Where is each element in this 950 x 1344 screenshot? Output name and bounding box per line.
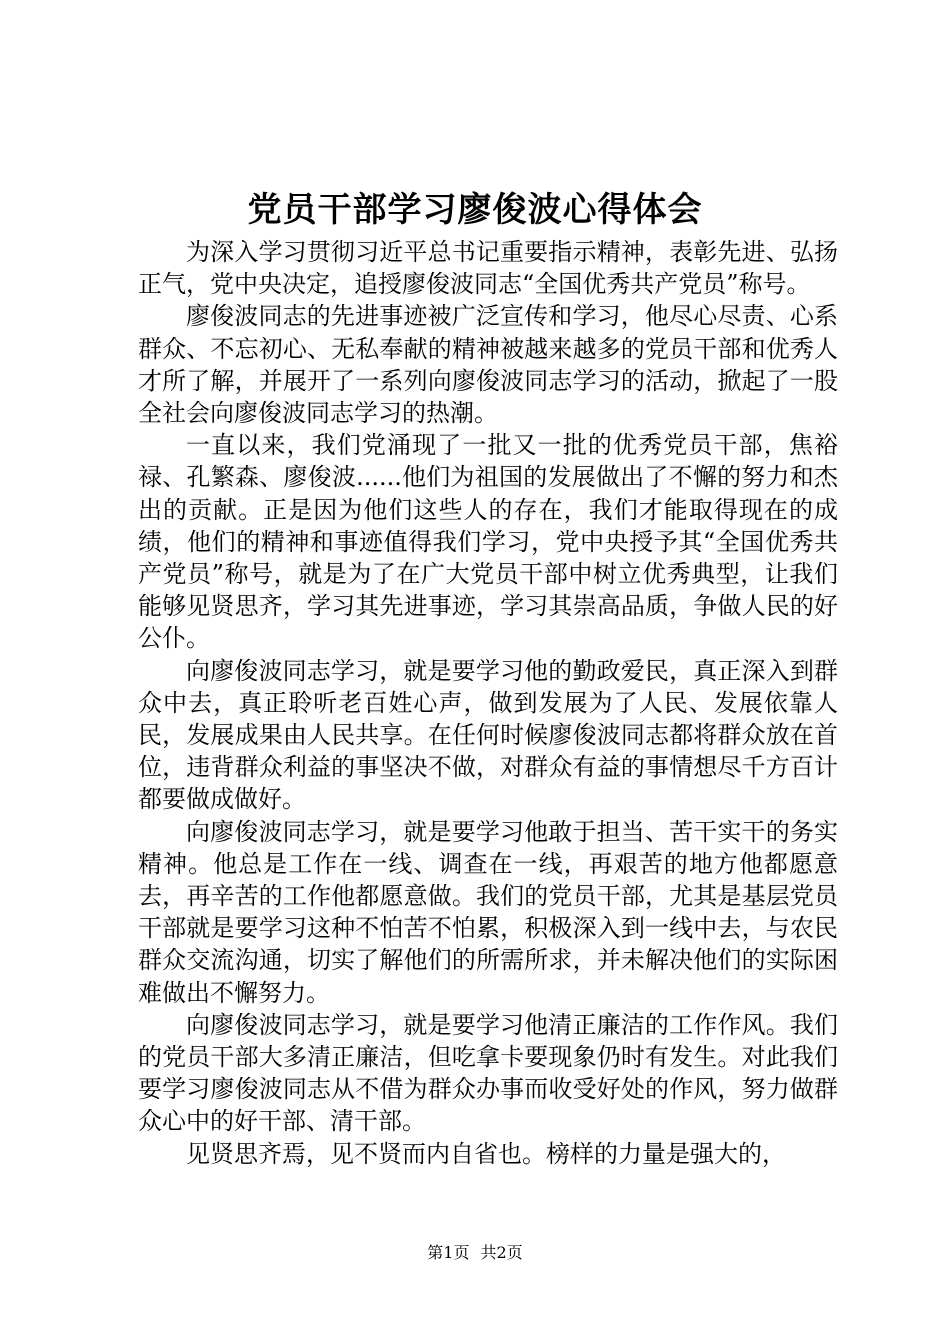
paragraph: 向廖俊波同志学习，就是要学习他敢于担当、苦干实干的务实精神。他总是工作在一线、调查在一线，再艰苦的地方他都愿意去，再辛苦的工作他都愿意做。我们的党员干部，尤其是基层党员干部就是要学习这种不怕苦不怕累，积极深入到一线中去，与农民群众交流沟通，切实了解他们的所需所求，并未解决他们的实际困难做出不懈努力。 [138, 817, 838, 1007]
page-footer [0, 1242, 950, 1264]
paragraph: 见贤思齐焉，见不贤而内自省也。榜样的力量是强大的， [186, 1139, 786, 1168]
paragraph: 向廖俊波同志学习，就是要学习他的勤政爱民，真正深入到群众中去，真正聆听老百姓心声，做到发展为了人民、发展依靠人民，发展成果由人民共享。在任何时候廖俊波同志都将群众放在首位，违背群众利益的事坚决不做，对群众有益的事情想尽千方百计都要做成做好。 [138, 656, 838, 814]
document-title: 党员干部学习廖俊波心得体会 [247, 190, 703, 230]
page-number: 第1页 [427, 1243, 470, 1262]
paragraph: 为深入学习贯彻习近平总书记重要指示精神，表彰先进、弘扬正气，党中央决定，追授廖俊波同志“全国优秀共产党员”称号。 [138, 238, 838, 299]
page-total: 共2页 [480, 1243, 523, 1262]
paragraph: 向廖俊波同志学习，就是要学习他清正廉洁的工作作风。我们的党员干部大多清正廉洁，但吃拿卡要现象仍时有发生。对此我们要学习廖俊波同志从不借为群众办事而收受好处的作风，努力做群众心中的好干部、清干部。 [138, 1010, 838, 1136]
paragraph: 一直以来，我们党涌现了一批又一批的优秀党员干部，焦裕禄、孔繁森、廖俊波......他们为祖国的发展做出了不懈的努力和杰出的贡献。正是因为他们这些人的存在，我们才能取得现在的成绩，他们的精神和事迹值得我们学习，党中央授予其“全国优秀共产党员”称号，就是为了在广大党员干部中树立优秀典型，让我们能够见贤思齐，学习其先进事迹，学习其崇高品质，争做人民的好公仆。 [138, 431, 838, 653]
document-body [138, 236, 838, 1170]
paragraph: 廖俊波同志的先进事迹被广泛宣传和学习，他尽心尽责、心系群众、不忘初心、无私奉献的精神被越来越多的党员干部和优秀人才所了解，并展开了一系列向廖俊波同志学习的活动，掀起了一股全社会向廖俊波同志学习的热潮。 [138, 302, 838, 428]
